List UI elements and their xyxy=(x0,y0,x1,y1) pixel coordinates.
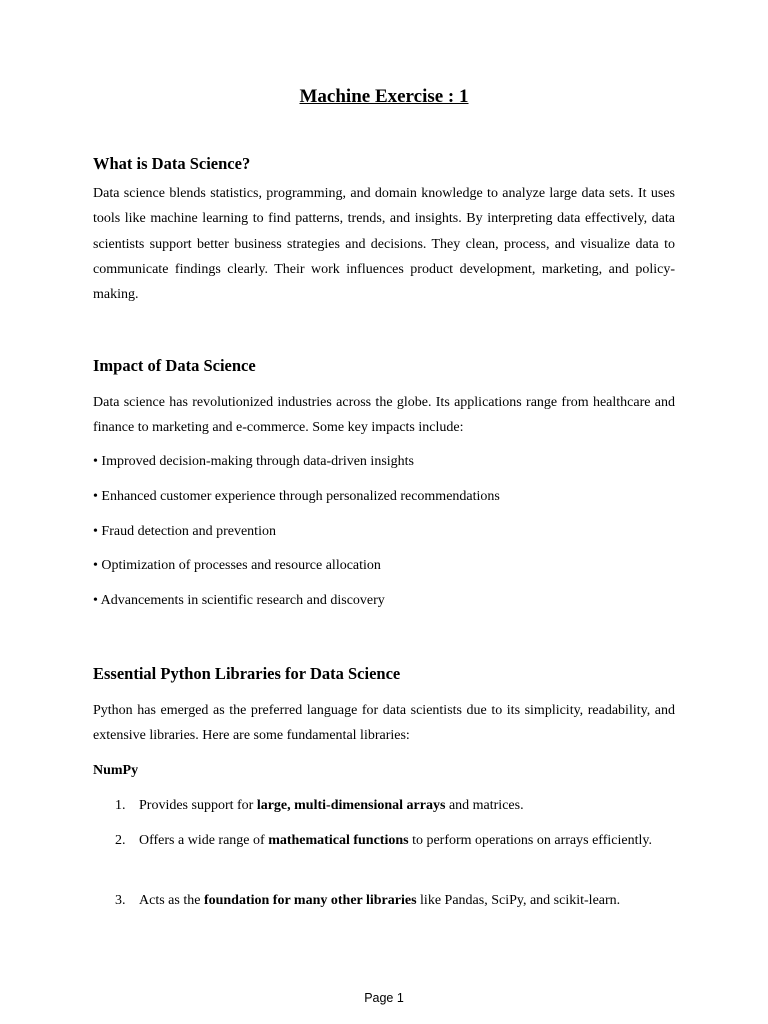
emphasis-text: large, multi-dimensional arrays xyxy=(256,798,446,813)
bullet-item: • Enhanced customer experience through personalized recommendations xyxy=(93,489,500,504)
page-number: Page 1 xyxy=(364,991,404,1005)
list-number: 3. xyxy=(115,893,126,908)
list-number: 1. xyxy=(115,798,126,813)
section-heading-python-libraries: Essential Python Libraries for Data Science xyxy=(93,664,401,683)
numbered-list-item: 2. Offers a wide range of mathematical functions to perform operations on arrays efficiently. xyxy=(115,828,661,853)
section-heading-impact: Impact of Data Science xyxy=(93,356,256,375)
section-heading-what-is-data-science: What is Data Science? xyxy=(93,154,251,173)
section-paragraph: Data science has revolutionized industries across the globe. Its applications range from healthcare and finance to marketing and e-commerce. Some key impacts include: xyxy=(93,395,675,436)
section-paragraph: Data science blends statistics, programming, and domain knowledge to analyze large data sets. It uses tools like machine learning to find patterns, trends, and insights. By interpreting data effectively, data scientists support better business strategies and decisions. They clean, process, and visualize data to communicate findings clearly. Their work influences product development, marketing, and policy-making. xyxy=(93,186,675,303)
document-title: Machine Exercise : 1 xyxy=(299,86,469,107)
numbered-list-item: 1. Provides support for large, multi-dimensional arrays and matrices. xyxy=(115,793,661,818)
list-number: 2. xyxy=(115,833,126,848)
library-subheading: NumPy xyxy=(93,763,139,778)
bullet-item: • Fraud detection and prevention xyxy=(93,524,276,539)
bullet-item: • Improved decision-making through data-driven insights xyxy=(93,454,415,469)
bullet-item: • Optimization of processes and resource allocation xyxy=(93,558,381,573)
section-paragraph: Python has emerged as the preferred language for data scientists due to its simplicity, readability, and extensive libraries. Here are some fundamental libraries: xyxy=(93,703,675,744)
numbered-list-item: 3. Acts as the foundation for many other libraries like Pandas, SciPy, and scikit-learn. xyxy=(115,888,661,913)
bullet-item: • Advancements in scientific research and discovery xyxy=(93,593,385,608)
emphasis-text: mathematical functions xyxy=(268,833,409,848)
emphasis-text: foundation for many other libraries xyxy=(203,893,417,908)
